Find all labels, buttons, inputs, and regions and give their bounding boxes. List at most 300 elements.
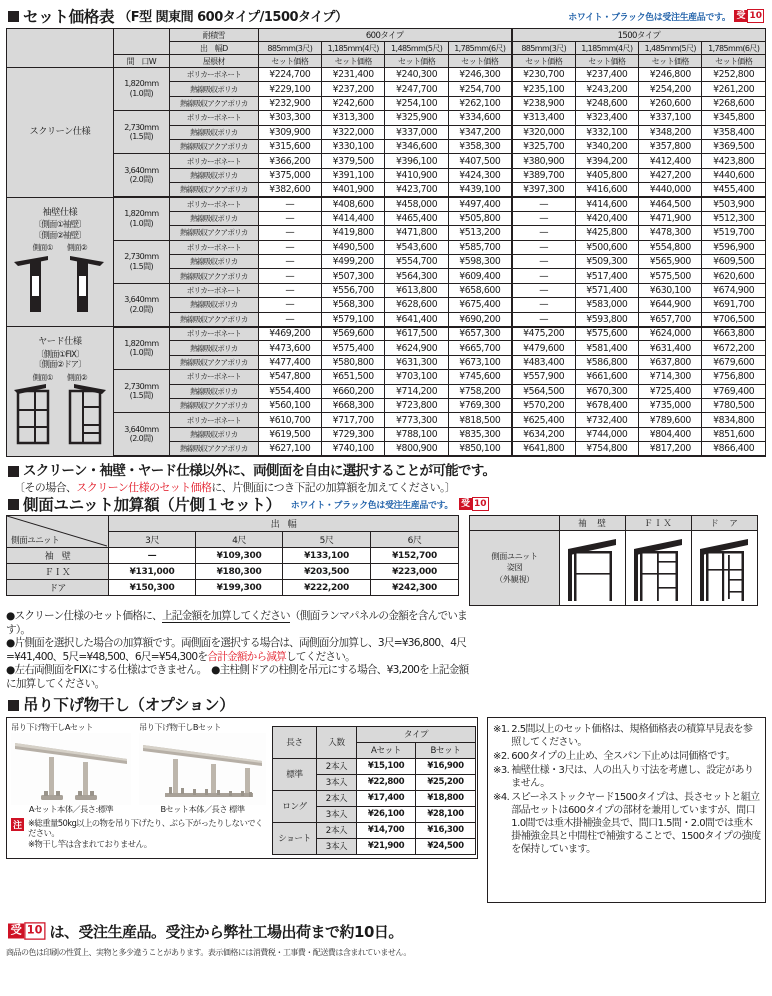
footnote-1 [493, 723, 761, 749]
price-cell: ¥851,600 [702, 427, 766, 441]
bullet-item-0 [6, 610, 478, 637]
table-row [7, 327, 766, 341]
price-cell: ¥690,200 [448, 312, 511, 326]
footnote-key: ※3. [493, 764, 510, 776]
price-cell: ¥358,300 [448, 139, 511, 153]
price-cell: ¥804,400 [639, 427, 702, 441]
order-badge-3 [8, 922, 45, 940]
page-title: セット価格表 [23, 7, 115, 26]
pt-header-depth: 出 幅D [170, 42, 259, 55]
price-cell: ¥477,400 [258, 355, 321, 369]
price-cell: ¥754,800 [575, 442, 638, 456]
pt-header-depth-0-1: 1,185mm(4尺) [322, 42, 385, 55]
price-cell: ¥641,800 [512, 442, 575, 456]
free-selection-note [6, 464, 766, 494]
price-cell: ¥332,100 [575, 125, 638, 139]
footnote-text: 2.5間以上のセット価格は、規格価格表の積算早見表を参照してください。 [511, 723, 753, 748]
page-subtitle: （F型 関東間 600タイプ/1500タイプ） [118, 10, 348, 25]
price-cell: ¥439,100 [448, 183, 511, 197]
dryer-length-cell: ショート [273, 822, 317, 854]
price-cell: ¥478,300 [639, 226, 702, 240]
roof-material-cell: 熱線吸収ポリカ [170, 82, 259, 96]
price-cell: ¥651,500 [322, 370, 385, 384]
side-unit-corner-cell [7, 516, 109, 548]
price-cell: ¥657,300 [448, 327, 511, 341]
price-cell: ¥379,500 [322, 154, 385, 168]
table-row [7, 370, 766, 384]
table-row [7, 283, 766, 297]
roof-material-cell: 熱線吸収アクアポリカ [170, 226, 259, 240]
price-cell: ¥729,300 [322, 427, 385, 441]
price-cell: ¥564,500 [512, 384, 575, 398]
price-cell: ¥358,400 [702, 125, 766, 139]
price-cell: ¥834,800 [702, 413, 766, 427]
price-cell: ¥309,900 [258, 125, 321, 139]
order-badge-2 [459, 497, 489, 511]
price-cell: ¥260,600 [639, 96, 702, 110]
bullet-text: ●片側面を選択した場合の加算額です。両側面を選択する場合は、両側面分加算し、3尺=¥36,800、4尺=¥41,400、5尺=¥48,500、6尺=¥54,300を [6, 637, 467, 663]
side-unit-header [6, 497, 766, 515]
dryer-b-caption: Bセット本体／長さ 標準 [160, 803, 245, 814]
footnote-key: ※4. [493, 791, 510, 803]
price-cell: ¥593,800 [575, 312, 638, 326]
price-cell: ¥717,700 [322, 413, 385, 427]
price-cell: ¥580,800 [322, 355, 385, 369]
price-cell: ¥464,500 [639, 197, 702, 211]
price-cell: ¥252,800 [702, 68, 766, 82]
price-cell: ¥624,000 [639, 327, 702, 341]
figure-door [692, 531, 758, 606]
price-cell: ¥483,400 [512, 355, 575, 369]
price-cell: ¥631,300 [385, 355, 448, 369]
dryer-price-a: ¥14,700 [357, 822, 416, 838]
price-cell: ¥408,600 [322, 197, 385, 211]
dryer-price-a: ¥15,100 [357, 758, 416, 774]
price-cell: ¥660,200 [322, 384, 385, 398]
roof-material-cell: 熱線吸収ポリカ [170, 125, 259, 139]
price-cell: ¥513,200 [448, 226, 511, 240]
price-cell: ¥596,900 [702, 240, 766, 254]
width-label: 3,640mm (2.0間) [113, 413, 169, 456]
bullet-item-1 [6, 637, 478, 664]
price-cell: — [512, 240, 575, 254]
price-cell: ¥410,900 [385, 168, 448, 182]
footnote-text: スピーネストックヤード1500タイプは、長さセットと組立部品セットは600タイプの部材を兼用していますが、間口1.0間では垂木掛補強金具で、間口1.5間・2.0間では垂木掛補強金具と中間柱で補強することで、1500タイプの強度を保持しています。 [511, 791, 761, 855]
price-cell: ¥670,300 [575, 384, 638, 398]
dryer-count-cell: 2本入 [317, 822, 357, 838]
side-unit-col-2: 5尺 [283, 532, 371, 548]
price-cell: — [258, 226, 321, 240]
bullet-text: ●左右両側面をFIXにする仕様はできません。 ●主柱側ドアの柱側を吊元にする場合、¥3,200を上記金額に加算してください。 [6, 664, 469, 690]
price-cell: ¥505,800 [448, 211, 511, 225]
figure-col-header-2: ド ア [692, 516, 758, 531]
side-unit-bullets [6, 610, 478, 691]
price-cell: ¥634,200 [512, 427, 575, 441]
price-cell: ¥337,100 [639, 111, 702, 125]
price-cell: ¥313,400 [512, 111, 575, 125]
price-cell: ¥389,700 [512, 168, 575, 182]
price-cell: ¥330,100 [322, 139, 385, 153]
price-cell: ¥465,400 [385, 211, 448, 225]
price-cell: ¥412,400 [639, 154, 702, 168]
price-cell: ¥248,600 [575, 96, 638, 110]
side-unit-col-1: 4尺 [196, 532, 283, 548]
figure-label-3: （外観視） [495, 573, 534, 584]
side-unit-price-cell: ¥180,300 [196, 564, 283, 580]
bullet-text: ●スクリーン仕様のセット価格に、 [6, 610, 162, 623]
price-cell: ¥564,300 [385, 269, 448, 283]
dryer-count-cell: 2本入 [317, 790, 357, 806]
price-cell: ¥322,000 [322, 125, 385, 139]
side-unit-title: 側面ユニット加算額（片側１セット） [23, 495, 281, 514]
price-cell: — [512, 211, 575, 225]
price-cell: ¥313,300 [322, 111, 385, 125]
price-cell: ¥375,000 [258, 168, 321, 182]
side-unit-price-cell: ¥152,700 [371, 548, 459, 564]
table-row [273, 790, 476, 806]
price-cell: ¥479,600 [512, 341, 575, 355]
caution-badge-icon: 注 [11, 818, 24, 831]
price-cell: ¥641,400 [385, 312, 448, 326]
price-cell: ¥440,600 [702, 168, 766, 182]
section-bullet-icon-3 [8, 499, 19, 510]
yard-side-diagram-icon [12, 383, 108, 445]
side-unit-price-cell: ¥222,200 [283, 580, 371, 596]
figure-col-header-1: ＦＩＸ [626, 516, 692, 531]
price-cell: ¥503,900 [702, 197, 766, 211]
price-cell: ¥744,000 [575, 427, 638, 441]
section-bullet-icon [8, 11, 19, 22]
bullet-text: してください。 [286, 650, 355, 663]
price-cell: ¥237,400 [575, 68, 638, 82]
roof-material-cell: 熱線吸収ポリカ [170, 255, 259, 269]
dryer-price-a: ¥17,400 [357, 790, 416, 806]
price-cell: ¥340,200 [575, 139, 638, 153]
figure-row-label [470, 531, 560, 606]
pt-header-600: 600タイプ [258, 29, 512, 42]
width-label: 2,730mm (1.5間) [113, 370, 169, 413]
roof-material-cell: ポリカーボネート [170, 154, 259, 168]
side-unit-price-cell: ¥131,000 [109, 564, 196, 580]
price-cell: ¥397,300 [512, 183, 575, 197]
price-cell: ¥620,600 [702, 269, 766, 283]
price-cell: ¥268,600 [702, 96, 766, 110]
price-cell: ¥315,600 [258, 139, 321, 153]
width-label: 1,820mm (1.0間) [113, 68, 169, 111]
price-cell: ¥769,400 [702, 384, 766, 398]
subnote-pre: 〔その場合、 [14, 480, 77, 494]
pt-header-setprice-5: セット価格 [575, 55, 638, 68]
price-cell: — [258, 255, 321, 269]
dryer-caution-1: ※総重量50kg以上の物を吊り下げたり、ぶら下がったりしないでください。 [28, 817, 263, 839]
price-cell: ¥425,800 [575, 226, 638, 240]
side-unit-col-3: 6尺 [371, 532, 459, 548]
pt-header-setprice-3: セット価格 [448, 55, 511, 68]
price-cell: ¥254,200 [639, 82, 702, 96]
roof-material-cell: 熱線吸収アクアポリカ [170, 183, 259, 197]
width-label: 1,820mm (1.0間) [113, 197, 169, 240]
footnote-4 [493, 791, 761, 856]
dryer-price-b: ¥16,900 [416, 758, 476, 774]
price-cell: ¥254,700 [448, 82, 511, 96]
price-cell: ¥237,200 [322, 82, 385, 96]
order-badge-days-2: 10 [474, 499, 487, 510]
price-cell: ¥668,300 [322, 398, 385, 412]
dryer-b-photo [139, 733, 266, 805]
price-cell: ¥347,200 [448, 125, 511, 139]
price-cell: — [512, 283, 575, 297]
price-cell: ¥565,900 [639, 255, 702, 269]
dryer-b-title: 吊り下げ物干しBセット [139, 721, 221, 732]
price-cell: — [258, 197, 321, 211]
side-unit-corner-label: 側面ユニット [11, 536, 60, 547]
roof-material-cell: ポリカーボネート [170, 413, 259, 427]
side-unit-price-cell: ¥133,100 [283, 548, 371, 564]
price-cell: ¥866,400 [702, 442, 766, 456]
price-cell: ¥517,400 [575, 269, 638, 283]
figure-col-header-0: 袖 壁 [560, 516, 626, 531]
price-cell: — [258, 211, 321, 225]
roof-material-cell: 熱線吸収アクアポリカ [170, 269, 259, 283]
price-cell: ¥458,000 [385, 197, 448, 211]
price-cell: ¥414,400 [322, 211, 385, 225]
roof-material-cell: 熱線吸収ポリカ [170, 341, 259, 355]
roof-material-cell: 熱線吸収アクアポリカ [170, 442, 259, 456]
price-cell: ¥678,400 [575, 398, 638, 412]
order-badge-kanji-3: 受 [8, 924, 24, 939]
table-row [7, 548, 459, 564]
price-cell: — [258, 269, 321, 283]
price-cell: ¥706,500 [702, 312, 766, 326]
price-cell: ¥262,100 [448, 96, 511, 110]
pt-header-snow: 耐積雪 [170, 29, 259, 42]
price-cell: ¥519,700 [702, 226, 766, 240]
figure-corner-cell [470, 516, 560, 531]
footnote-key: ※2. [493, 750, 510, 762]
price-cell: ¥394,200 [575, 154, 638, 168]
table-row [7, 68, 766, 82]
bullet-text: （側面ランマパネルの金額を含んでいます）。 [6, 610, 467, 636]
price-cell: ¥569,600 [322, 327, 385, 341]
price-cell: ¥585,700 [448, 240, 511, 254]
subnote-red: スクリーン仕様のセット価格 [76, 480, 212, 494]
roof-material-cell: 熱線吸収ポリカ [170, 384, 259, 398]
price-cell: ¥238,900 [512, 96, 575, 110]
free-selection-heading: スクリーン・袖壁・ヤード仕様以外に、両側面を自由に選択することが可能です。 [23, 463, 496, 480]
price-cell: ¥334,600 [448, 111, 511, 125]
price-cell: ¥625,400 [512, 413, 575, 427]
price-cell: — [258, 283, 321, 297]
order-badge-kanji: 受 [736, 11, 746, 21]
price-cell: ¥663,800 [702, 327, 766, 341]
price-cell: ¥401,900 [322, 183, 385, 197]
price-cell: ¥610,700 [258, 413, 321, 427]
side-unit-price-cell: ¥199,300 [196, 580, 283, 596]
price-cell: ¥246,300 [448, 68, 511, 82]
price-cell: ¥560,100 [258, 398, 321, 412]
table-row [7, 197, 766, 211]
price-cell: ¥243,200 [575, 82, 638, 96]
price-cell: ¥735,000 [639, 398, 702, 412]
pt-header-setprice-7: セット価格 [702, 55, 766, 68]
roof-material-cell: 熱線吸収アクアポリカ [170, 355, 259, 369]
price-cell: ¥229,100 [258, 82, 321, 96]
page-header [6, 6, 766, 28]
price-cell: ¥231,400 [322, 68, 385, 82]
price-cell: ¥714,200 [385, 384, 448, 398]
price-cell: ¥756,800 [702, 370, 766, 384]
price-cell: ¥440,000 [639, 183, 702, 197]
figure-fix [626, 531, 692, 606]
price-cell: ¥396,100 [385, 154, 448, 168]
section-bullet-icon-2 [8, 466, 19, 477]
footnotes-panel [487, 717, 766, 903]
pt-header-width: 間 口W [113, 55, 169, 68]
roof-material-cell: 熱線吸収アクアポリカ [170, 312, 259, 326]
price-cell: ¥337,000 [385, 125, 448, 139]
price-cell: ¥469,200 [258, 327, 321, 341]
side-unit-price-cell: ¥203,500 [283, 564, 371, 580]
price-cell: ¥631,400 [639, 341, 702, 355]
width-label: 3,640mm (2.0間) [113, 283, 169, 326]
price-cell: ¥240,300 [385, 68, 448, 82]
price-cell: ¥407,500 [448, 154, 511, 168]
roof-material-cell: ポリカーボネート [170, 240, 259, 254]
price-cell: ¥455,400 [702, 183, 766, 197]
price-cell: ¥414,600 [575, 197, 638, 211]
pt-header-roof: 屋根材 [170, 55, 259, 68]
pt-header-depth-1-0: 885mm(3尺) [512, 42, 575, 55]
price-cell: ¥575,600 [575, 327, 638, 341]
price-cell: — [512, 298, 575, 312]
table-row [7, 413, 766, 427]
price-cell: ¥581,400 [575, 341, 638, 355]
dryer-a-title: 吊り下げ物干しAセット [11, 721, 93, 732]
price-cell: ¥773,300 [385, 413, 448, 427]
price-cell: ¥619,500 [258, 427, 321, 441]
side-unit-figure-panel [469, 515, 758, 606]
pt-header-depth-0-0: 885mm(3尺) [258, 42, 321, 55]
price-cell: ¥325,700 [512, 139, 575, 153]
price-cell: ¥224,700 [258, 68, 321, 82]
price-cell: — [258, 298, 321, 312]
price-cell: ¥644,900 [639, 298, 702, 312]
price-cell: ¥723,800 [385, 398, 448, 412]
side-unit-price-cell: ¥223,000 [371, 564, 459, 580]
roof-material-cell: ポリカーボネート [170, 111, 259, 125]
price-cell: ¥419,800 [322, 226, 385, 240]
price-cell: ¥675,400 [448, 298, 511, 312]
table-row [7, 240, 766, 254]
roof-material-cell: ポリカーボネート [170, 283, 259, 297]
price-cell: ¥391,100 [322, 168, 385, 182]
price-cell: ¥320,000 [512, 125, 575, 139]
price-cell: ¥637,800 [639, 355, 702, 369]
price-cell: ¥557,900 [512, 370, 575, 384]
side-unit-span-header: 出 幅 [109, 516, 459, 532]
sodekabe-elevation-icon [560, 533, 624, 603]
door-elevation-icon [692, 533, 756, 603]
price-cell: — [258, 312, 321, 326]
price-cell: ¥420,400 [575, 211, 638, 225]
price-cell: ¥303,300 [258, 111, 321, 125]
roof-material-cell: 熱線吸収ポリカ [170, 211, 259, 225]
made-to-order-note: ホワイト・ブラック色は受注生産品です。 [568, 12, 731, 23]
price-cell: ¥630,100 [639, 283, 702, 297]
price-cell: ¥325,900 [385, 111, 448, 125]
price-cell: ¥261,200 [702, 82, 766, 96]
fix-elevation-icon [626, 533, 690, 603]
side-unit-price-table [6, 515, 459, 596]
dryer-length-cell: ロング [273, 790, 317, 822]
price-cell: — [512, 255, 575, 269]
price-cell: ¥507,300 [322, 269, 385, 283]
price-cell: ¥579,100 [322, 312, 385, 326]
roof-material-cell: ポリカーボネート [170, 327, 259, 341]
side-unit-price-cell: ¥242,300 [371, 580, 459, 596]
dryer-type-a: Aセット [357, 742, 416, 758]
price-cell: ¥471,800 [385, 226, 448, 240]
roof-material-cell: 熱線吸収ポリカ [170, 427, 259, 441]
price-cell: ¥323,400 [575, 111, 638, 125]
side-unit-price-cell: — [109, 548, 196, 564]
price-cell: ¥500,600 [575, 240, 638, 254]
pt-header-depth-0-3: 1,785mm(6尺) [448, 42, 511, 55]
dryer-price-b: ¥18,800 [416, 790, 476, 806]
price-cell: ¥382,600 [258, 183, 321, 197]
price-cell: ¥547,800 [258, 370, 321, 384]
pt-header-setprice-4: セット価格 [512, 55, 575, 68]
width-label: 2,730mm (1.5間) [113, 240, 169, 283]
pt-header-setprice-0: セット価格 [258, 55, 321, 68]
roof-material-cell: ポリカーボネート [170, 197, 259, 211]
side-unit-row-label-2: ドア [7, 580, 109, 596]
side-unit-order-note: ホワイト・ブラック色は受注生産品です。 [290, 501, 454, 512]
dryer-option-box [6, 717, 478, 859]
price-cell: ¥780,500 [702, 398, 766, 412]
bullet-red-text: 合計金額から減算 [207, 650, 287, 663]
order-badge-days: 10 [749, 11, 762, 21]
bullet-item-2 [6, 664, 478, 691]
price-cell: ¥679,600 [702, 355, 766, 369]
footnote-text: 袖壁仕様・3尺は、人の出入り寸法を考慮し、設定がありません。 [511, 764, 754, 789]
footnote-key: ※1. [493, 723, 510, 735]
price-cell: ¥499,200 [322, 255, 385, 269]
price-cell: ¥788,100 [385, 427, 448, 441]
pt-header-depth-0-2: 1,485mm(5尺) [385, 42, 448, 55]
pt-header-setprice-1: セット価格 [322, 55, 385, 68]
price-cell: ¥661,600 [575, 370, 638, 384]
roof-material-cell: 熱線吸収アクアポリカ [170, 139, 259, 153]
price-cell: ¥583,000 [575, 298, 638, 312]
price-cell: ¥674,900 [702, 283, 766, 297]
figure-label-2: 姿図 [506, 562, 523, 573]
roof-material-cell: 熱線吸収ポリカ [170, 168, 259, 182]
dryer-price-b: ¥16,300 [416, 822, 476, 838]
price-cell: ¥789,600 [639, 413, 702, 427]
price-cell: ¥732,400 [575, 413, 638, 427]
price-cell: ¥366,200 [258, 154, 321, 168]
price-cell: ¥609,400 [448, 269, 511, 283]
set-price-table [6, 28, 766, 457]
price-cell: ¥714,300 [639, 370, 702, 384]
footer-fine-print: 商品の色は印刷の性質上、実物と多少違うことがあります。表示価格には消費税・工事費・配送費は含まれていません。 [6, 947, 411, 957]
side-unit-row-label-1: ＦＩＸ [7, 564, 109, 580]
pt-header-setprice-6: セット価格 [639, 55, 702, 68]
roof-material-cell: 熱線吸収アクアポリカ [170, 96, 259, 110]
price-cell: ¥475,200 [512, 327, 575, 341]
roof-material-cell: 熱線吸収ポリカ [170, 298, 259, 312]
